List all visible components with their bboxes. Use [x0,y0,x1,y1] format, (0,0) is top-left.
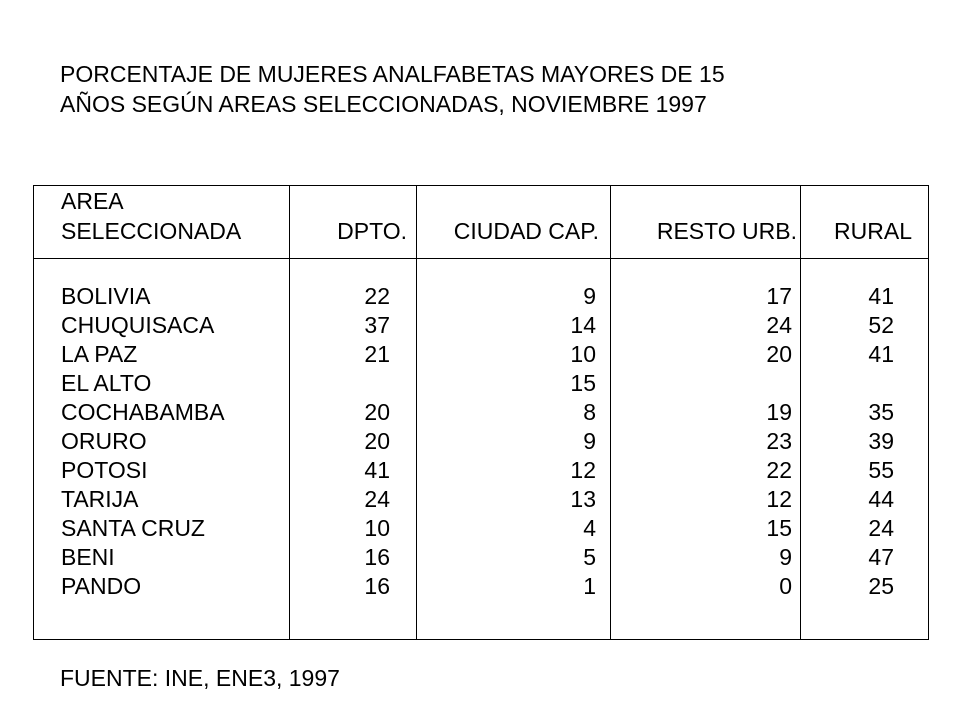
cell-rural: 25 [868,573,894,599]
column-divider [416,186,417,639]
cell-resto-urb: 24 [766,312,792,338]
page-title-line-1: PORCENTAJE DE MUJERES ANALFABETAS MAYORES DE 15 [60,61,725,87]
cell-resto-urb: 22 [766,457,792,483]
cell-area: BOLIVIA [61,283,151,309]
header-area-line-1: AREA [61,188,124,214]
cell-dpto: 41 [364,457,390,483]
cell-resto-urb: 17 [766,283,792,309]
cell-resto-urb: 20 [766,341,792,367]
cell-ciudad-cap: 13 [570,486,596,512]
cell-area: BENI [61,544,115,570]
cell-rural: 47 [868,544,894,570]
column-divider [610,186,611,639]
cell-ciudad-cap: 8 [583,399,596,425]
cell-rural: 55 [868,457,894,483]
cell-resto-urb: 23 [766,428,792,454]
cell-resto-urb: 9 [779,544,792,570]
cell-area: SANTA CRUZ [61,515,205,541]
cell-resto-urb: 12 [766,486,792,512]
cell-area: ORURO [61,428,147,454]
cell-area: CHUQUISACA [61,312,215,338]
cell-ciudad-cap: 9 [583,283,596,309]
cell-rural: 41 [868,341,894,367]
cell-area: LA PAZ [61,341,138,367]
header-ciudad-cap: CIUDAD CAP. [453,218,599,244]
cell-rural: 35 [868,399,894,425]
column-divider [289,186,290,639]
page-title-line-2: AÑOS SEGÚN AREAS SELECCIONADAS, NOVIEMBRE 1997 [60,91,707,117]
cell-area: PANDO [61,573,142,599]
source-note: FUENTE: INE, ENE3, 1997 [60,665,340,691]
cell-area: COCHABAMBA [61,399,225,425]
column-divider [800,186,801,639]
cell-rural: 41 [868,283,894,309]
cell-dpto: 20 [364,399,390,425]
header-dpto: DPTO. [337,218,407,244]
cell-dpto: 10 [364,515,390,541]
cell-resto-urb: 19 [766,399,792,425]
cell-area: EL ALTO [61,370,152,396]
cell-ciudad-cap: 5 [583,544,596,570]
cell-rural: 44 [868,486,894,512]
header-resto-urb: RESTO URB. [656,218,797,244]
cell-dpto: 20 [364,428,390,454]
cell-resto-urb: 0 [779,573,792,599]
cell-area: TARIJA [61,486,139,512]
header-area-line-2: SELECCIONADA [61,218,242,244]
cell-dpto: 16 [364,544,390,570]
cell-resto-urb: 15 [766,515,792,541]
cell-ciudad-cap: 9 [583,428,596,454]
cell-dpto: 21 [364,341,390,367]
cell-ciudad-cap: 14 [570,312,596,338]
header-divider [34,258,928,259]
data-table [33,185,929,640]
cell-rural: 52 [868,312,894,338]
cell-ciudad-cap: 4 [583,515,596,541]
cell-rural: 24 [868,515,894,541]
cell-dpto: 37 [364,312,390,338]
cell-area: POTOSI [61,457,148,483]
cell-dpto: 16 [364,573,390,599]
cell-ciudad-cap: 12 [570,457,596,483]
cell-ciudad-cap: 1 [583,573,596,599]
cell-ciudad-cap: 15 [570,370,596,396]
cell-dpto: 24 [364,486,390,512]
cell-rural: 39 [868,428,894,454]
cell-dpto: 22 [364,283,390,309]
cell-ciudad-cap: 10 [570,341,596,367]
header-rural: RURAL [834,218,912,244]
